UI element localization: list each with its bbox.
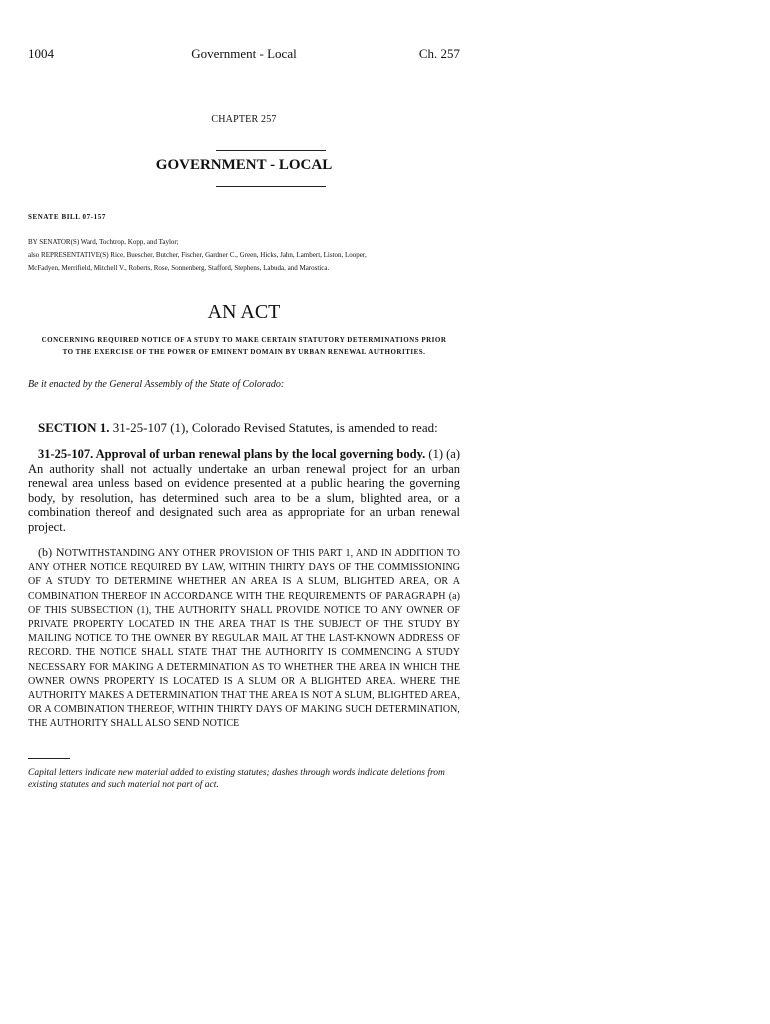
paragraph-a-text: (1) (a) An authority shall not actually undertake an urban renewal project for an urban renewal area unless based on evidence presented at a public hearing the governing body, by resolution, has determined such area to be a slum, blighted area, or a combination thereof and designated such area as appropriate for an urban renewal project. — [28, 447, 461, 534]
running-header — [28, 46, 460, 64]
chapter-label: CHAPTER 257 — [211, 114, 277, 125]
sponsors-senators: BY SENATOR(S) Ward, Tochtrop, Kopp, and Taylor; — [28, 238, 179, 246]
page-number: 1004 — [28, 46, 54, 61]
document-page — [28, 0, 460, 1024]
concerning-clause — [14, 334, 474, 358]
section-1-line — [38, 420, 462, 436]
sponsors-block — [28, 236, 460, 275]
title-rule-bottom — [216, 186, 326, 187]
section-heading: SECTION 1. — [38, 420, 110, 435]
sponsors-representatives-cont: McFadyen, Merrifield, Mitchell V., Roberts, Rose, Sonnenberg, Stafford, Stephens, Labuda, and Marostica. — [28, 264, 330, 272]
act-heading: AN ACT — [207, 301, 281, 323]
statute-paragraph-b — [28, 545, 460, 732]
enacting-clause: Be it enacted by the General Assembly of the State of Colorado: — [28, 379, 285, 390]
concerning-line-2: TO THE EXERCISE OF THE POWER OF EMINENT DOMAIN BY URBAN RENEWAL AUTHORITIES. — [62, 348, 426, 356]
bill-id: SENATE BILL 07-157 — [28, 213, 106, 221]
sponsors-representatives: also REPRESENTATIVE(S) Rice, Buescher, Butcher, Fischer, Gardner C., Green, Hicks, Jahn, Lambert, Liston, Looper, — [28, 251, 367, 259]
section-text: 31-25-107 (1), Colorado Revised Statutes, is amended to read: — [112, 420, 438, 435]
concerning-line-1: CONCERNING REQUIRED NOTICE OF A STUDY TO MAKE CERTAIN STATUTORY DETERMINATIONS PRIOR — [41, 336, 447, 344]
chapter-reference: Ch. 257 — [418, 46, 460, 61]
footnote: Capital letters indicate new material added to existing statutes; dashes through words indicate deletions from existing statutes and such material not part of act. — [28, 768, 445, 790]
running-title: Government - Local — [191, 46, 297, 61]
footnote-rule — [28, 758, 70, 759]
title-rule-top — [216, 150, 326, 151]
chapter-title: GOVERNMENT - LOCAL — [155, 157, 333, 173]
statute-paragraph-a — [28, 447, 460, 535]
paragraph-b-lead: (b) N — [38, 545, 65, 559]
paragraph-b-text: OTWITHSTANDING ANY OTHER PROVISION OF THIS PART 1, AND IN ADDITION TO ANY OTHER NOTICE REQUIRED BY LAW, WITHIN THIRTY DAYS OF THE COMMISSIONING OF A STUDY TO DETERMINE WHETHER AN AREA IS A SLUM, BLIGHTED AREA, OR A COMBINATION THEREOF IN ACCORDANCE WITH THE REQUIREMENTS OF PARAGRAPH (a) OF THIS SUBSECTION (1), THE AUTHORITY SHALL PROVIDE NOTICE TO ANY OWNER OF PRIVATE PROPERTY LOCATED IN THE AREA THAT IS THE SUBJECT OF THE STUDY BY MAILING NOTICE TO THE OWNER BY REGULAR MAIL AT THE LAST-KNOWN ADDRESS OF RECORD. THE NOTICE SHALL STATE THAT THE AUTHORITY IS COMMENCING A STUDY NECESSARY FOR MAKING A DETERMINATION AS TO WHETHER THE AREA IN WHICH THE OWNER OWNS PROPERTY IS LOCATED IS A SLUM OR A BLIGHTED AREA. WHERE THE AUTHORITY MAKES A DETERMINATION THAT THE AREA IS NOT A SLUM, BLIGHTED AREA, OR A COMBINATION THEREOF, WITHIN THIRTY DAYS OF MAKING SUCH DETERMINATION, THE AUTHORITY SHALL ALSO SEND NOTICE — [28, 548, 460, 730]
statute-heading: 31-25-107. Approval of urban renewal plans by the local governing body. — [38, 447, 426, 461]
